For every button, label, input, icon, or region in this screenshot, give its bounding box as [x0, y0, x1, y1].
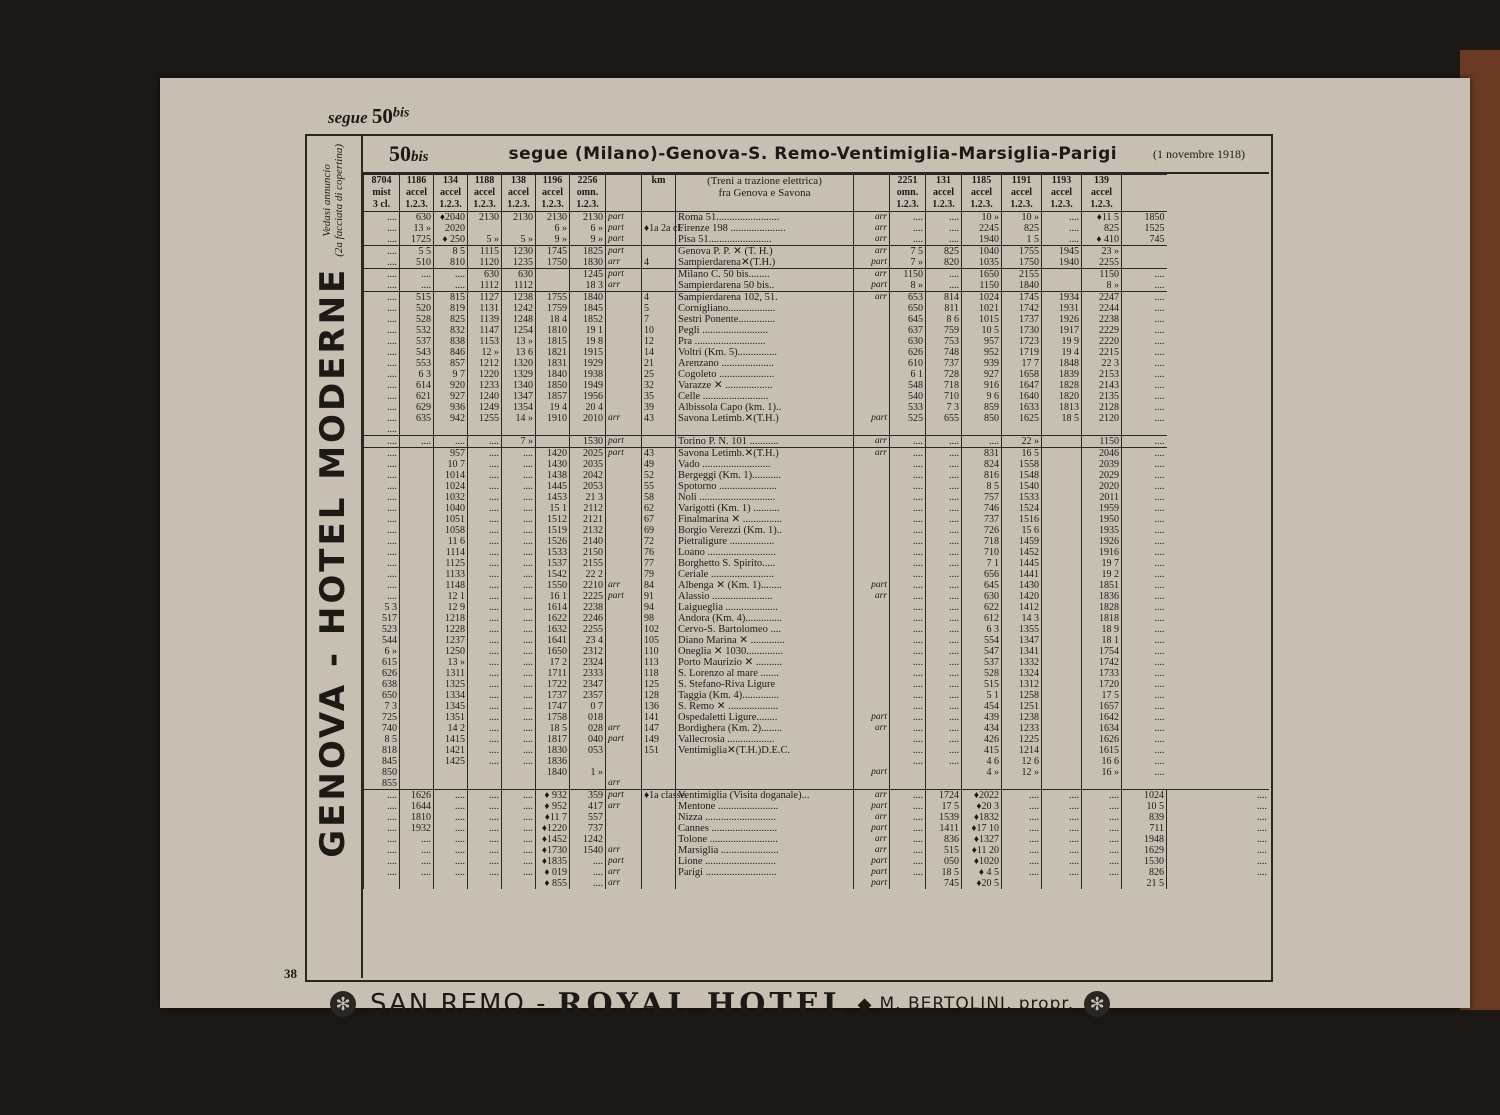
- footer-proprietor: M. BERTOLINI, propr.: [879, 994, 1075, 1014]
- schedule-cell: .... ....: [364, 246, 400, 269]
- schedule-cell: arr arr arr: [854, 212, 890, 246]
- schedule-cell: 1825 1830: [570, 246, 606, 269]
- schedule-cell: 630 1112: [502, 269, 536, 292]
- schedule-cell: .... .... .... .... .... .... .... ....: [1167, 790, 1270, 890]
- schedule-cell: 653 650 645 637 630 626 610 6 1 548 540 533 525: [890, 292, 926, 436]
- schedule-cell: ....: [890, 436, 926, 448]
- schedule-cell: part arr: [606, 269, 642, 292]
- schedule-cell: 1420 1430 1438 1445 1453 15 1 1512 1519 1526 1533 1537 1542 1550 16 1 1614 1622 1632 1641 1650 17 2 1711 1722 1737 1747 1758 18 5 1817 1830 1836 1840: [536, 448, 570, 790]
- schedule-cell: 10 » 2245 1940: [962, 212, 1002, 246]
- schedule-cell: 7 5 7 »: [890, 246, 926, 269]
- schedule-cell: 1934 1931 1926 1917 19 9 19 4 1848 1839 1828 1820 1813 18 5: [1042, 292, 1082, 436]
- schedule-cell: 957 10 7 1014 1024 1032 1040 1051 1058 11 6 1114 1125 1133 1148 12 1 12 9 1218 1228 1237 1250 13 » 1311 1325 1334 1345 1351 14 2 1415 1421 1425: [434, 448, 468, 790]
- header-cell: [606, 175, 642, 212]
- header-cell: 139 accel 1.2.3.: [1082, 175, 1122, 212]
- schedule-cell: .... .... .... .... .... .... .... ....: [434, 790, 468, 890]
- schedule-cell: .... .... ....: [1042, 212, 1082, 246]
- schedule-cell: 5 5 510: [400, 246, 434, 269]
- schedule-cell: part arr: [606, 246, 642, 269]
- schedule-cell: ♦1a classe.: [642, 790, 676, 890]
- schedule-cell: 1238 1242 1248 1254 13 » 13 6 1320 1329 1340 1347 1354 14 »: [502, 292, 536, 436]
- schedule-cell: 1150 8 »: [890, 269, 926, 292]
- schedule-cell: [536, 436, 570, 448]
- header-cell: [854, 175, 890, 212]
- schedule-cell: [642, 436, 676, 448]
- schedule-cell: .... ....: [364, 269, 400, 292]
- station-names: Savona Letimb.✕(T.H.) Vado .......................... Bergeggi (Km. 1)........... Spotorno ...................... Noli ............................. Varigotti (Km. 1) .......... Finalmarina ✕ ............... Borgio Verezzi (Km. 1).. Pietraligure ................. Loano .......................... Borghetto S. Spirito..... Ceriale ........................ Albenga ✕ (Km. 1)........ Alassio ....................... Laigueglia .................... Andora (Km. 4).............. Cervo-S. Bartolomeo .... Diano Marina ✕ ............. Oneglia ✕ 1030.............. Porto Maurizio ✕ .......... S. Lorenzo al mare ....... S. Stefano-Riva Ligure Taggia (Km. 4).............. S. Remo ✕ ................... Ospedaletti Ligure........ Bordighera (Km. 2)........ Vallecrosia .................. Ventimiglia✕(T.H.)D.E.C.: [676, 448, 854, 790]
- schedule-cell: 16 5 1558 1548 1540 1533 1524 1516 15 6 1459 1452 1445 1441 1430 1420 1412 14 3 1355 1347 1341 1332 1324 1312 1258 1251 1238 1233 1225 1214 12 6 12 »: [1002, 448, 1042, 790]
- schedule-cell: 630 1112: [468, 269, 502, 292]
- schedule-cell: .... .... .... .... .... .... .... .... .... .... .... ....: [1122, 292, 1167, 436]
- schedule-cell: part part part: [606, 212, 642, 246]
- diamond-icon: ◆: [857, 993, 872, 1014]
- station-names: Milano C. 50 bis........ Sampierdarena 50 bis..: [676, 269, 854, 292]
- schedule-cell: .... .... .... .... .... .... .... .... .... .... .... .... ....: [364, 292, 400, 436]
- effective-date: (1 novembre 1918): [1153, 146, 1245, 161]
- schedule-cell: 2130 6 » 9 »: [536, 212, 570, 246]
- schedule-cell: .... .... ....: [364, 212, 400, 246]
- schedule-cell: 515 520 528 532 537 543 553 6 3 614 621 629 635: [400, 292, 434, 436]
- schedule-cell: 23 » 2255: [1082, 246, 1122, 269]
- schedule-cell: [1122, 246, 1167, 269]
- schedule-cell: arr part: [854, 292, 890, 436]
- side-ad-hotel-name: GENOVA - HOTEL MODERNE: [313, 266, 353, 858]
- schedule-cell: 359 417 557 737 1242 1540 .... .... ....: [570, 790, 606, 890]
- schedule-cell: ♦1a 2a cl.: [642, 212, 676, 246]
- schedule-cell: 1024 1021 1015 10 5 957 952 939 927 916 9 6 859 850: [962, 292, 1002, 436]
- side-advertisement: [305, 134, 363, 978]
- schedule-cell: .... .... .... .... .... .... .... ....: [1082, 790, 1122, 890]
- segue-heading: segue $50^{bis}$: [328, 104, 410, 128]
- schedule-cell: ....: [468, 436, 502, 448]
- schedule-cell: ....: [434, 436, 468, 448]
- footer-city: SAN REMO -: [370, 989, 548, 1019]
- header-cell: 2251 omn. 1.2.3.: [890, 175, 926, 212]
- schedule-cell: .... .... .... .... .... .... .... ....: [502, 790, 536, 890]
- schedule-cell: 1650 1150: [962, 269, 1002, 292]
- schedule-cell: 1850 1525 745: [1122, 212, 1167, 246]
- schedule-cell: .... .... ....: [890, 212, 926, 246]
- schedule-cell: 1530: [570, 436, 606, 448]
- header-cell: km: [642, 175, 676, 212]
- schedule-cell: 1024 10 5 839 711 1948 1629 1530 826 21 5: [1122, 790, 1167, 890]
- schedule-cell: .... .... .... .... .... .... .... .... .... .... .... .... .... .... .... .... .... .... .... .... .... .... .... .... .... .... .... .... ....: [890, 448, 926, 790]
- table-row: [364, 790, 1270, 890]
- header-cell: 1196 accel 1.2.3.: [536, 175, 570, 212]
- header-cell: 1188 accel 1.2.3.: [468, 175, 502, 212]
- schedule-cell: [1042, 269, 1082, 292]
- header-cell: 1193 accel 1.2.3.: [1042, 175, 1082, 212]
- table-row: [364, 246, 1270, 269]
- station-names: Genova P. P. ✕ (T. H.) Sampierdarena✕(T.H.): [676, 246, 854, 269]
- schedule-cell: 22 »: [1002, 436, 1042, 448]
- schedule-cell: 630 13 » 1725: [400, 212, 434, 246]
- table-row: [364, 448, 1270, 790]
- schedule-cell: ....: [1122, 436, 1167, 448]
- schedule-cell: .... .... .... .... .... .... .... .... .... .... .... .... .... .... .... .... .... .... .... .... .... .... .... .... .... .... .... .... ....: [926, 448, 962, 790]
- ornament-icon: ✻: [1084, 991, 1110, 1017]
- schedule-cell: 7 »: [502, 436, 536, 448]
- schedule-cell: [1042, 448, 1082, 790]
- schedule-cell: 1150 8 »: [1082, 269, 1122, 292]
- train-number-header: [364, 175, 1270, 212]
- header-cell: (Treni a trazione elettrica) fra Genova e Savona: [676, 175, 854, 212]
- table-row: [364, 436, 1270, 448]
- schedule-cell: .... .... .... .... .... .... .... .... .... .... .... .... .... .... .... .... .... .... .... .... .... .... .... .... .... .... .... .... ....: [502, 448, 536, 790]
- schedule-cell: part arr arr part arr arr: [606, 790, 642, 890]
- schedule-cell: .... .... .... .... .... .... .... ....: [364, 790, 400, 890]
- table-row: [364, 269, 1270, 292]
- schedule-cell: .... .... .... .... .... .... .... ....: [468, 790, 502, 890]
- schedule-cell: .... .... .... .... .... .... .... ....: [1042, 790, 1082, 890]
- schedule-cell: .... ....: [400, 269, 434, 292]
- header-cell: 131 accel 1.2.3.: [926, 175, 962, 212]
- table-number: 50bis: [389, 141, 429, 166]
- station-names: Torino P. N. 101 ...........: [676, 436, 854, 448]
- schedule-cell: 1755 1759 18 4 1810 1815 1821 1831 1840 1850 1857 19 4 1910: [536, 292, 570, 436]
- schedule-cell: arr part: [854, 269, 890, 292]
- header-cell: [1122, 175, 1167, 212]
- table-row: [364, 292, 1270, 436]
- schedule-cell: 8 5 810: [434, 246, 468, 269]
- header-cell: 1185 accel 1.2.3.: [962, 175, 1002, 212]
- schedule-cell: 1626 1644 1810 1932 .... .... .... ....: [400, 790, 434, 890]
- schedule-cell: arr part arr part arr arr part part part: [854, 790, 890, 890]
- header-cell: 2256 omn. 1.2.3.: [570, 175, 606, 212]
- schedule-cell: part: [606, 436, 642, 448]
- schedule-cell: .... .... .... .... .... .... .... .... .... .... .... .... .... .... .... .... .... .... .... .... .... .... .... .... .... .... .... .... ....: [468, 448, 502, 790]
- schedule-cell: .... .... .... .... .... .... .... .... .... .... .... .... .... .... .... .... .... .... .... .... .... .... .... .... .... .... .... .... .... ....: [1122, 448, 1167, 790]
- schedule-cell: 2155 1840: [1002, 269, 1042, 292]
- schedule-cell: 2025 2035 2042 2053 21 3 2112 2121 2132 2140 2150 2155 22 2 2210 2225 2238 2246 2255 23 4 2312 2324 2333 2347 2357 0 7 018 028 040 053 1 »: [570, 448, 606, 790]
- header-cell: 1186 accel 1.2.3.: [400, 175, 434, 212]
- schedule-cell: 831 824 816 8 5 757 746 737 726 718 710 7 1 656 645 630 622 612 6 3 554 547 537 528 515 5 1 454 439 434 426 415 4 6 4 »: [962, 448, 1002, 790]
- schedule-cell: ♦2040 2020 ♦ 250: [434, 212, 468, 246]
- header-cell: 1191 accel 1.2.3.: [1002, 175, 1042, 212]
- ornament-icon: ✻: [330, 991, 356, 1017]
- footer-advertisement: [330, 984, 1470, 1024]
- schedule-cell: 815 819 825 832 838 846 857 9 7 920 927 936 942: [434, 292, 468, 436]
- schedule-cell: 1115 1120: [468, 246, 502, 269]
- route-title: segue (Milano)-Genova-S. Remo-Ventimiglia-Marsiglia-Parigi: [508, 144, 1118, 164]
- schedule-cell: 4: [642, 246, 676, 269]
- schedule-cell: .... .... .... .... .... .... .... ....: [890, 790, 926, 890]
- table-row: [364, 212, 1270, 246]
- schedule-cell: arr part arr part arr part: [854, 448, 890, 790]
- timetable-title: [363, 136, 1269, 174]
- schedule-cell: ♦2022 ♦20 3 ♦1832 ♦17 10 ♦1327 ♦11 20 ♦1020 ♦ 4 5 ♦20 5: [962, 790, 1002, 890]
- schedule-cell: .... ....: [1122, 269, 1167, 292]
- page-number: 38: [284, 966, 297, 981]
- schedule-cell: ♦ 932 ♦ 952 ♦11 7 ♦1220 ♦1452 ♦1730 ♦1835 ♦ 019 ♦ 855: [536, 790, 570, 890]
- side-ad-note: Vedasi annuncio (2a facciata di copertina): [321, 144, 345, 257]
- schedule-cell: 10 » 825 1 5: [1002, 212, 1042, 246]
- schedule-cell: 4 5 7 10 12 14 21 25 32 35 39 43: [642, 292, 676, 436]
- schedule-cell: arr: [854, 436, 890, 448]
- timetable: [363, 174, 1269, 889]
- station-names: Sampierdarena 102, 51. Cornigliano.................. Sestri Ponente.............. Pegli ......................... Pra ........................... Voltri (Km. 5)............... Arenzano .................... Cogoleto ..................... Varazze ✕ .................. Celle ......................... Albissola Capo (km. 1).. Savona Letimb.✕(T.H.): [676, 292, 854, 436]
- header-cell: 8704 mist 3 cl.: [364, 175, 400, 212]
- schedule-cell: [642, 269, 676, 292]
- schedule-cell: ....: [400, 436, 434, 448]
- station-names: Ventimiglia (Visita doganale)... Mentone ....................... Nizza ........................... Cannes ......................... Tolone .......................... Marsiglia ...................... Lione ........................... Parigi ...........................: [676, 790, 854, 890]
- schedule-cell: [400, 448, 434, 790]
- footer-hotel: ROYAL HOTEL: [557, 986, 848, 1022]
- schedule-cell: 2046 2039 2029 2020 2011 1959 1950 1935 1926 1916 19 7 19 2 1851 1836 1828 1818 18 9 18 1 1754 1742 1733 1720 17 5 1657 1642 1634 1626 1615 16 6 16 »: [1082, 448, 1122, 790]
- schedule-cell: .... ....: [926, 269, 962, 292]
- schedule-cell: 1245 18 3: [570, 269, 606, 292]
- schedule-cell: part arr part arr part arr: [606, 448, 642, 790]
- schedule-cell: ....: [364, 436, 400, 448]
- schedule-cell: 825 820: [926, 246, 962, 269]
- station-names: Roma 51........................ Firenze 198 ..................... Pisa 51........................: [676, 212, 854, 246]
- schedule-cell: 1150: [1082, 436, 1122, 448]
- schedule-cell: arr part: [854, 246, 890, 269]
- schedule-cell: 1755 1750: [1002, 246, 1042, 269]
- schedule-cell: 1127 1131 1139 1147 1153 12 » 1212 1220 1233 1240 1249 1255: [468, 292, 502, 436]
- schedule-cell: .... ....: [434, 269, 468, 292]
- schedule-cell: .... .... .... .... .... .... .... .... .... .... .... .... .... .... 5 3 517 523 544 6 » 615 626 638 650 7 3 725 740 8 5 818 845 850 855: [364, 448, 400, 790]
- schedule-cell: 1945 1940: [1042, 246, 1082, 269]
- schedule-cell: arr: [606, 292, 642, 436]
- schedule-cell: 2130 5 »: [502, 212, 536, 246]
- schedule-cell: 1230 1235: [502, 246, 536, 269]
- schedule-cell: ....: [926, 436, 962, 448]
- schedule-cell: 814 811 8 6 759 753 748 737 728 718 710 7 3 655: [926, 292, 962, 436]
- schedule-cell: 2130 6 » 9 »: [570, 212, 606, 246]
- schedule-cell: 1840 1845 1852 19 1 19 8 1915 1929 1938 1949 1956 20 4 2010: [570, 292, 606, 436]
- schedule-cell: 2247 2244 2238 2229 2220 2215 22 3 2153 2143 2135 2128 2120: [1082, 292, 1122, 436]
- schedule-cell: .... .... ....: [926, 212, 962, 246]
- schedule-cell: 1745 1742 1737 1730 1723 1719 17 7 1658 1647 1640 1633 1625: [1002, 292, 1042, 436]
- schedule-cell: 2130 5 »: [468, 212, 502, 246]
- schedule-cell: ....: [962, 436, 1002, 448]
- header-cell: 134 accel 1.2.3.: [434, 175, 468, 212]
- schedule-cell: 1040 1035: [962, 246, 1002, 269]
- header-cell: 138 accel 1.2.3.: [502, 175, 536, 212]
- schedule-cell: .... .... .... .... .... .... .... ....: [1002, 790, 1042, 890]
- schedule-cell: 1745 1750: [536, 246, 570, 269]
- schedule-cell: 43 49 52 55 58 62 67 69 72 76 77 79 84 91 94 98 102 105 110 113 118 125 128 136 141 147 149 151: [642, 448, 676, 790]
- schedule-cell: [1042, 436, 1082, 448]
- schedule-cell: [536, 269, 570, 292]
- schedule-cell: ♦11 5 825 ♦ 410: [1082, 212, 1122, 246]
- schedule-cell: 1724 17 5 1539 1411 836 515 050 18 5 745: [926, 790, 962, 890]
